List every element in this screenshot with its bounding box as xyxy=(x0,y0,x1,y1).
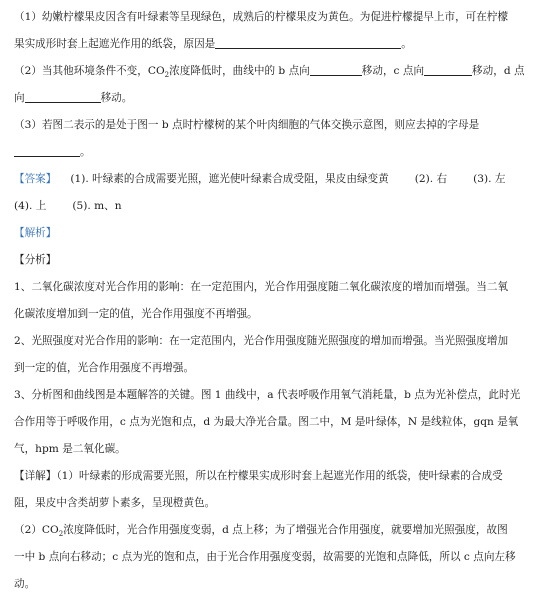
q2-text-4: 移动，d 点 xyxy=(472,65,525,77)
analysis-line xyxy=(14,301,540,328)
q2-text-6: 移动。 xyxy=(100,92,133,104)
detail-text-1: （1）叶绿素的形成需要光照，所以在柠檬果实成形时套上起遮光作用的纸袋，使叶绿素的合成受 xyxy=(56,470,503,482)
analysis-text: 合作用等于呼吸作用，c 点为光饱和点，d 为最大净光合量。图二中，M 是叶绿体，N 是线粒体，gqn 是氧 xyxy=(14,416,519,428)
analysis-line xyxy=(14,382,540,409)
answer-5: m、n xyxy=(94,200,122,212)
analysis-text: 2、光照强度对光合作用的影响：在一定范围内，光合作用强度随光照强度的增加而增强。当光照强度增加 xyxy=(14,335,509,347)
q1-line1 xyxy=(14,4,540,31)
answer-blank-2 xyxy=(310,62,362,76)
detail-line2 xyxy=(14,490,540,517)
jiexi-tag: 【解析】 xyxy=(14,227,57,239)
analysis-line xyxy=(14,328,540,355)
analysis-text: 到一定的值，光合作用强度不再增强。 xyxy=(14,362,195,374)
answer-blank-5 xyxy=(14,143,80,157)
answer-blank-3 xyxy=(424,62,472,76)
detail-text-2: 阻，果皮中含类胡萝卜素多，呈现橙黄色。 xyxy=(14,497,216,509)
detail-tag: 【详解】 xyxy=(14,470,57,482)
detail-line5 xyxy=(14,571,540,598)
q2-text-2: 浓度降低时，曲线中的 b 点向 xyxy=(169,65,310,77)
answer-line2 xyxy=(14,193,540,220)
analysis-text: 1、二氧化碳浓度对光合作用的影响：在一定范围内，光合作用强度随二氧化碳浓度的增加而增强。当二氧 xyxy=(14,281,509,293)
answer-num-3: (3). xyxy=(473,173,492,185)
fenxi-line xyxy=(14,247,540,274)
analysis-text: 3、分析图和曲线图是本题解答的关键。图 1 曲线中，a 代表呼吸作用氧气消耗量，b 点为光补偿点，此时光 xyxy=(14,389,521,401)
q2-line1 xyxy=(14,58,540,85)
answer-num-4: (4). xyxy=(14,200,33,212)
answer-3: 左 xyxy=(494,173,506,185)
detail-text-5: 动。 xyxy=(14,578,36,590)
detail-line4 xyxy=(14,544,540,571)
co2-subscript: 2 xyxy=(58,530,64,539)
answer-num-5: (5). xyxy=(72,200,91,212)
q1-text-pre: 果实成形时套上起遮光作用的纸袋，原因是 xyxy=(14,38,216,50)
answer-blank-1 xyxy=(215,35,401,49)
answer-num-1: (1). xyxy=(70,173,89,185)
answer-4: 上 xyxy=(35,200,47,212)
answer-line1 xyxy=(14,166,540,193)
detail-line3 xyxy=(14,517,540,544)
detail-text-4: 一中 b 点向右移动；c 点为光的饱和点，由于光合作用强度变弱，故需要的光饱和点降低，所以 c 点向左移 xyxy=(14,551,516,563)
detail-line1 xyxy=(14,463,540,490)
analysis-text: 气，hpm 是二氧化碳。 xyxy=(14,443,126,455)
q3-text-post: 。 xyxy=(80,146,91,158)
q2-text-1: （2）当其他环境条件不变，CO xyxy=(14,65,165,77)
answer-2: 右 xyxy=(436,173,448,185)
analysis-line xyxy=(14,355,540,382)
q2-text-3: 移动，c 点向 xyxy=(361,65,425,77)
q1-text-post: 。 xyxy=(401,38,412,50)
analysis-line xyxy=(14,436,540,463)
q1-text: （1）幼嫩柠檬果皮因含有叶绿素等呈现绿色，成熟后的柠檬果皮为黄色。为促进柠檬提早上市，可在柠檬 xyxy=(14,11,509,23)
answer-num-2: (2). xyxy=(414,173,434,185)
q2-line2 xyxy=(14,85,540,112)
analysis-line xyxy=(14,274,540,301)
fenxi-tag: 【分析】 xyxy=(14,254,57,266)
co2-subscript: 2 xyxy=(164,71,170,80)
analysis-text: 化碳浓度增加到一定的值，光合作用强度不再增强。 xyxy=(14,308,258,320)
answer-blank-4 xyxy=(25,89,101,103)
q1-line2 xyxy=(14,31,540,58)
answer-tag: 【答案】 xyxy=(14,173,57,185)
detail-text-3a: （2）CO xyxy=(14,524,59,536)
q3-line1 xyxy=(14,112,540,139)
answer-1: 叶绿素的合成需要光照，遮光使叶绿素合成受阻，果皮由绿变黄 xyxy=(92,173,389,185)
q3-line2 xyxy=(14,139,540,166)
jiexi-line xyxy=(14,220,540,247)
q3-text: （3）若图二表示的是处于图一 b 点时柠檬树的某个叶肉细胞的气体交换示意图，则应去掉的字母是 xyxy=(14,119,480,131)
analysis-line xyxy=(14,409,540,436)
detail-text-3b: 浓度降低时，光合作用强度变弱，d 点上移；为了增强光合作用强度，就要增加光照强度，故图 xyxy=(63,524,508,536)
q2-text-5: 向 xyxy=(14,92,25,104)
